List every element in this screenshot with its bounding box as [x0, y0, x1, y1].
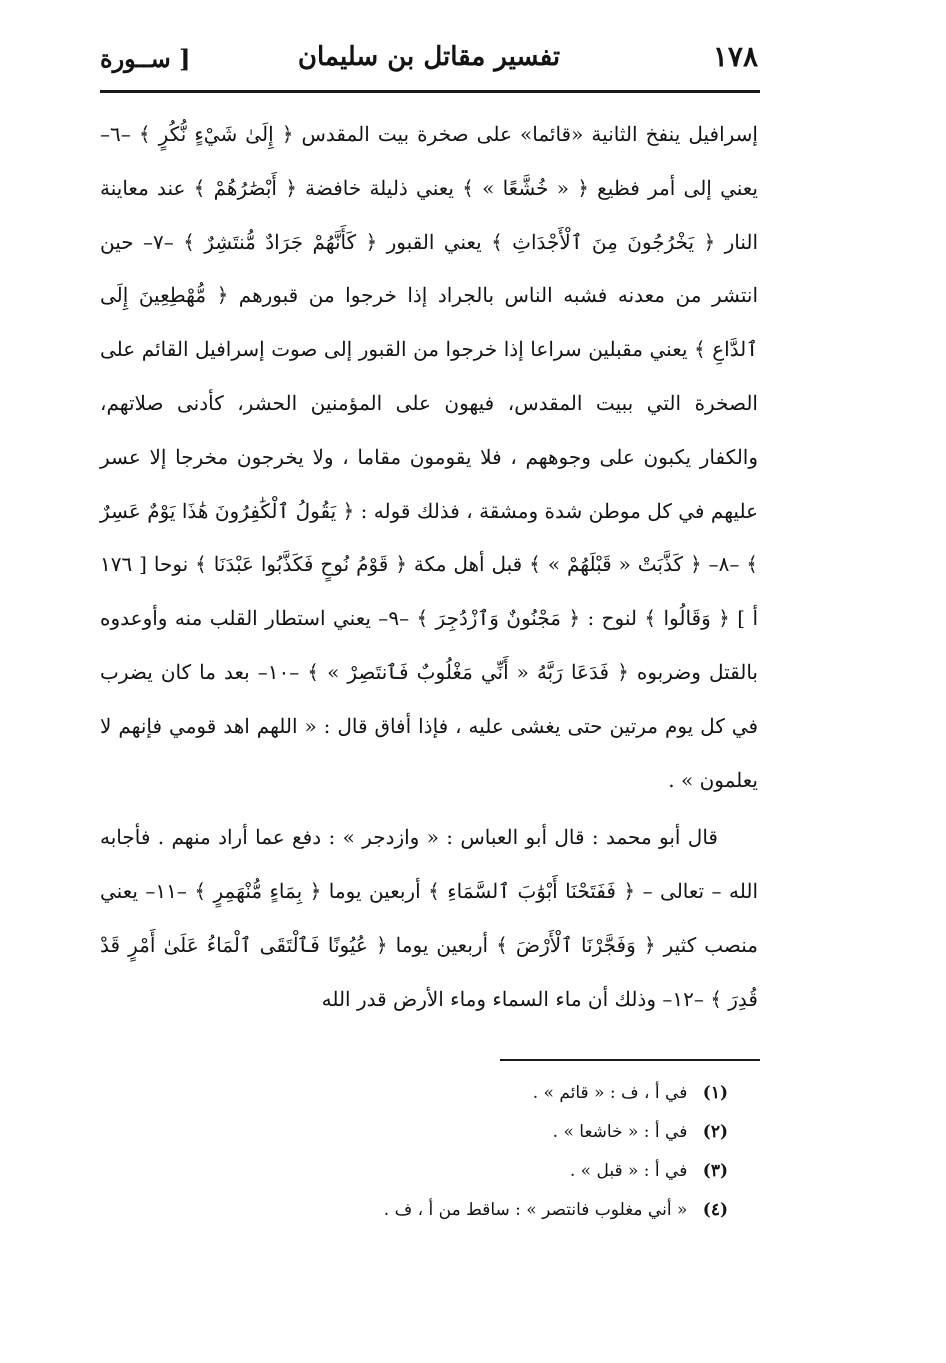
footnotes: [360, 1074, 728, 1230]
footnote-number: (١): [702, 1083, 728, 1103]
footnote-number: (٤): [702, 1200, 728, 1220]
page-number: ١٧٨: [712, 40, 758, 73]
footnote-2: [360, 1113, 728, 1152]
footnote-3: [360, 1152, 728, 1191]
footnote-text: في أ : « خاشعا » .: [552, 1122, 688, 1142]
footnote-number: (٢): [702, 1122, 728, 1142]
footnote-text: في أ ، ف : « قائم » .: [532, 1083, 688, 1103]
running-title: تفسير مقاتل بن سليمان: [297, 42, 561, 72]
footnote-number: (٣): [702, 1161, 728, 1181]
paragraph-1: إسرافيل ينفخ الثانية «قائما» على صخرة بيت المقدس ﴿ إِلَىٰ شَيْءٍ نُّكُرٍ ﴾ –٦– يعني إلى أمر فظيع ﴿ « خُشَّعًا » ﴾ يعني ذليلة خافضة ﴿ أَبْصَٰرُهُمْ ﴾ عند معاينة النار ﴿ يَخْرُجُونَ مِنَ ٱلْأَجْدَاثِ ﴾ يعني القبور ﴿ كَأَنَّهُمْ جَرَادٌ مُّنتَشِرٌ ﴾ –٧– حين انتشر من معدنه فشبه الناس بالجراد إذا خرجوا من قبورهم ﴿ مُّهْطِعِينَ إِلَى ٱلدَّاعِ ﴾ يعني مقبلين سراعا إذا خرجوا من القبور إلى صوت إسرافيل القائم على الصخرة التي ببيت المقدس، فيهون على المؤمنين الحشر، كأدنى صلاتهم، والكفار يكبون على وجوههم ، فلا يقومون مقاما ، ولا يخرجون مخرجا إلا عسر عليهم في كل موطن شدة ومشقة ، فذلك قوله : ﴿ يَقُولُ ٱلْكَٰفِرُونَ هَٰذَا يَوْمٌ عَسِرٌ ﴾ –٨– ﴿ كَذَّبَتْ « قَبْلَهُمْ » ﴾ قبل أهل مكة ﴿ قَوْمُ نُوحٍ فَكَذَّبُوا عَبْدَنَا ﴾ نوحا [ ١٧٦ أ ] ﴿ وَقَالُوا ﴾ لنوح : ﴿ مَجْنُونٌ وَٱزْدُجِرَ ﴾ –٩– يعني استطار القلب منه وأوعدوه بالقتل وضربوه ﴿ فَدَعَا رَبَّهُ « أَنِّي مَغْلُوبٌ فَٱنتَصِرْ » ﴾ –١٠– بعد ما كان يضرب في كل يوم مرتين حتى يغشى عليه ، فإذا أفاق قال : « اللهم اهد قومي فإنهم لا يعلمون » .: [100, 122, 759, 792]
header-rule: [100, 90, 760, 93]
surah-label: [ ســورة: [100, 44, 191, 73]
footnote-text: في أ : « قبل » .: [569, 1161, 688, 1181]
main-text: [100, 108, 758, 1027]
footnote-1: [360, 1074, 728, 1113]
page-header: [100, 40, 758, 84]
footnote-rule: [500, 1059, 760, 1061]
footnote-4: [360, 1191, 728, 1230]
footnote-text: « أني مغلوب فانتصر » : ساقط من أ ، ف .: [383, 1200, 688, 1220]
paragraph-2: قال أبو محمد : قال أبو العباس : « وازدجر » : دفع عما أراد منهم . فأجابه الله – تعالى – ﴿ فَفَتَحْنَا أَبْوَٰبَ ٱلسَّمَاءِ ﴾ أربعين يوما ﴿ بِمَاءٍ مُّنْهَمِرٍ ﴾ –١١– يعني منصب كثير ﴿ وَفَجَّرْنَا ٱلْأَرْضَ ﴾ أربعين يوما ﴿ عُيُونًا فَٱلْتَقَى ٱلْمَاءُ عَلَىٰ أَمْرٍ قَدْ قُدِرَ ﴾ –١٢– وذلك أن ماء السماء وماء الأرض قدر الله: [100, 825, 759, 1011]
